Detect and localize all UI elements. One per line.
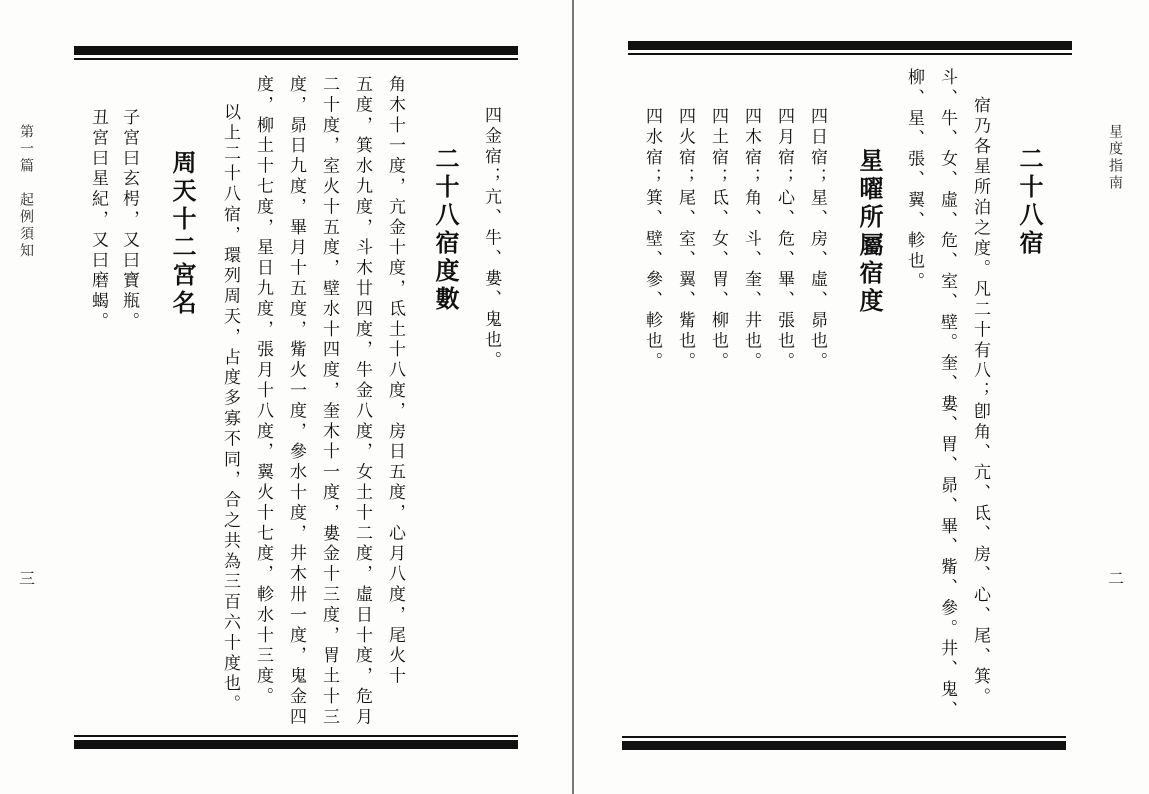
section-title-degrees: 二十八宿度數 [431,146,459,314]
degrees-line-4: 度，昴日九度，畢月十五度，觜火一度，參水十度，井木卅一度，鬼金四 [286,75,306,728]
sun-mansions: 四日宿；星、房、虛、昴也。 [807,107,827,373]
right-page-number: 二 [1108,569,1125,588]
degrees-line-1: 角木十一度，亢金十度，氐土十八度，房日五度，心月八度，尾火十 [385,75,405,687]
palace-line-2: 丑宮曰星紀，又曰磨蝎。 [88,108,108,333]
right-top-rule [628,41,1072,55]
palace-line-1: 子宮曰玄枵，又曰寶瓶。 [119,108,139,333]
left-page-number: 三 [19,569,36,588]
degrees-line-5: 度，柳土十七度，星日九度，張月十八度，翼火十七度，軫水十三度。 [253,75,273,708]
degrees-summary: 以上二十八宿，環列周天，占度多寡不同，合之共為三百六十度也。 [220,103,240,715]
left-top-rule [74,46,518,60]
mansions-line-2: 斗、牛、女、虛、危、室、壁。奎、婁、胃、昴、畢、觜、參。井、鬼、 [937,68,957,721]
left-bottom-rule [74,735,518,749]
continued-line: 四金宿；亢、牛、婁、鬼也。 [481,106,501,372]
right-bottom-rule [622,736,1066,750]
water-mansions: 四水宿；箕、壁、參、軫也。 [642,107,662,373]
section-title-planet-mansions: 星曜所屬宿度 [855,148,883,316]
moon-mansions: 四月宿；心、危、畢、張也。 [774,107,794,373]
section-title-twelve-palaces: 周天十二宮名 [168,150,196,318]
right-running-head: 星度指南 [1107,124,1123,192]
wood-mansions: 四木宿；角、斗、奎、井也。 [741,107,761,373]
degrees-line-2: 五度，箕水九度，斗木廿四度，牛金八度，女土十二度，虛日十度，危月 [352,75,372,728]
mansions-line-3: 柳、星、張、翼、軫也。 [904,68,924,293]
degrees-line-3: 二十度，室火十五度，壁水十四度，奎木十一度，婁金十三度，胃土十三 [319,75,339,728]
section-title-28-mansions: 二十八宿 [1015,146,1043,258]
earth-mansions: 四土宿；氐、女、胃、柳也。 [708,107,728,373]
fire-mansions: 四火宿；尾、室、翼、觜也。 [675,107,695,373]
left-running-head: 第一篇 起例須知 [18,124,34,260]
mansions-line-1: 宿乃各星所泊之度。凡二十有八；卽角、亢、氐、房、心、尾、箕。 [970,96,990,708]
book-spine [572,0,574,794]
